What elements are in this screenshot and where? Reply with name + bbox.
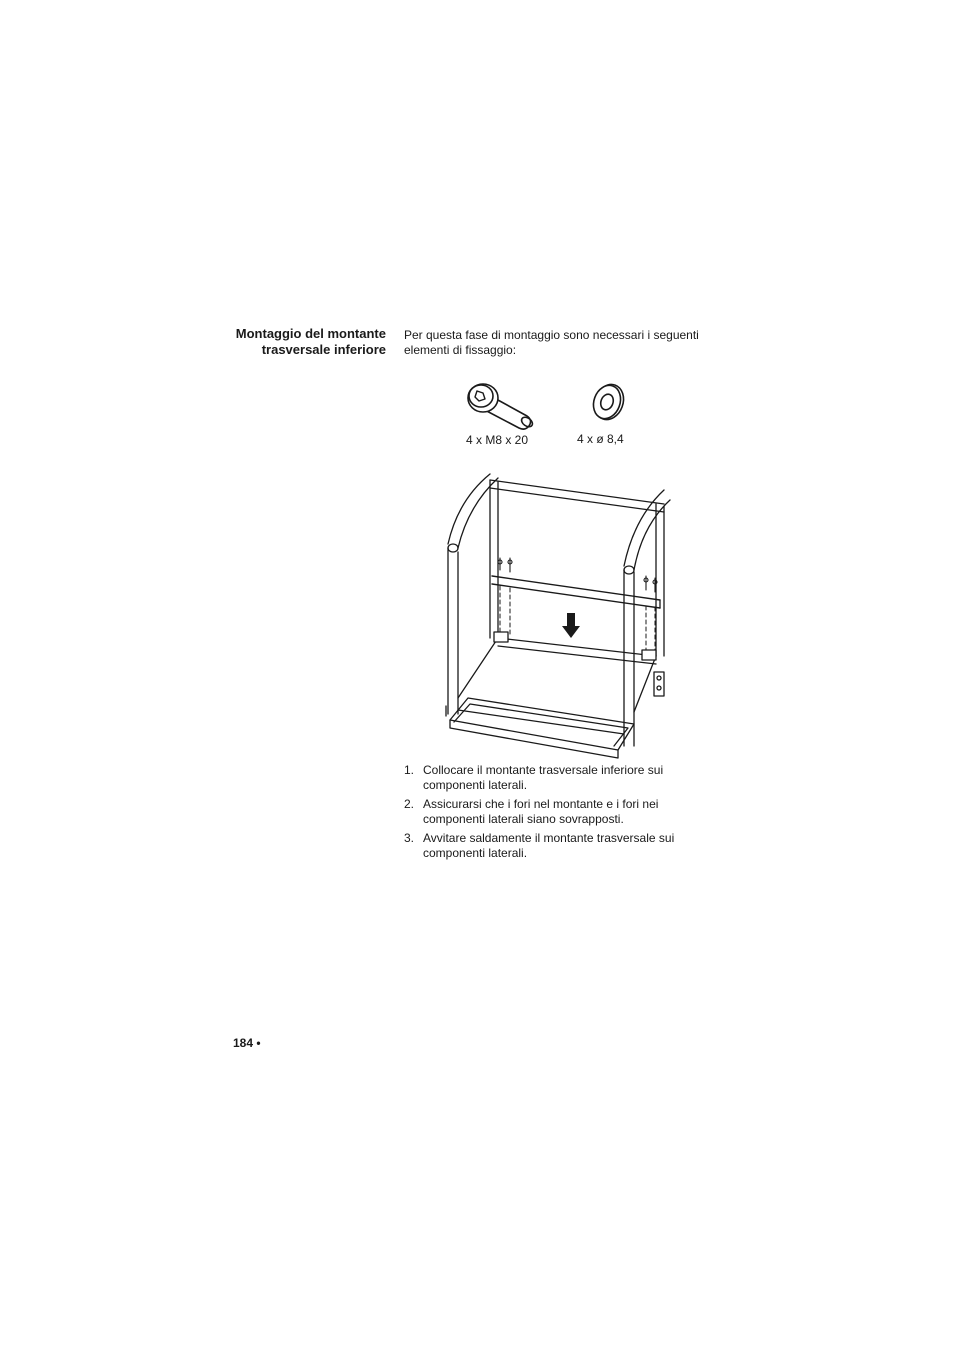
list-item [404,763,704,793]
bolt-label: 4 x M8 x 20 [466,433,529,447]
washer-icon [589,380,629,424]
fasteners-panel [455,376,655,456]
step-number: 1. [404,763,415,777]
step-number: 3. [404,831,415,845]
section-heading: Montaggio del montante trasversale inferiore [235,326,386,357]
page-number: 184 • [233,1036,261,1050]
step-text: Avvitare saldamente il montante trasversale sui componenti laterali. [423,831,675,860]
washer-label: 4 x ø 8,4 [577,432,624,446]
intro-text: Per questa fase di montaggio sono necessari i seguenti elementi di fissaggio: [404,328,699,357]
list-item [404,797,704,827]
step-text: Collocare il montante trasversale inferiore sui componenti laterali. [423,763,664,792]
bolt-icon [461,376,541,432]
assembly-diagram [438,466,674,760]
down-arrow-icon [562,613,580,638]
step-number: 2. [404,797,415,811]
instruction-steps [404,763,704,865]
step-text: Assicurarsi che i fori nel montante e i fori nei componenti laterali siano sovrapposti. [423,797,659,826]
list-item [404,831,704,861]
